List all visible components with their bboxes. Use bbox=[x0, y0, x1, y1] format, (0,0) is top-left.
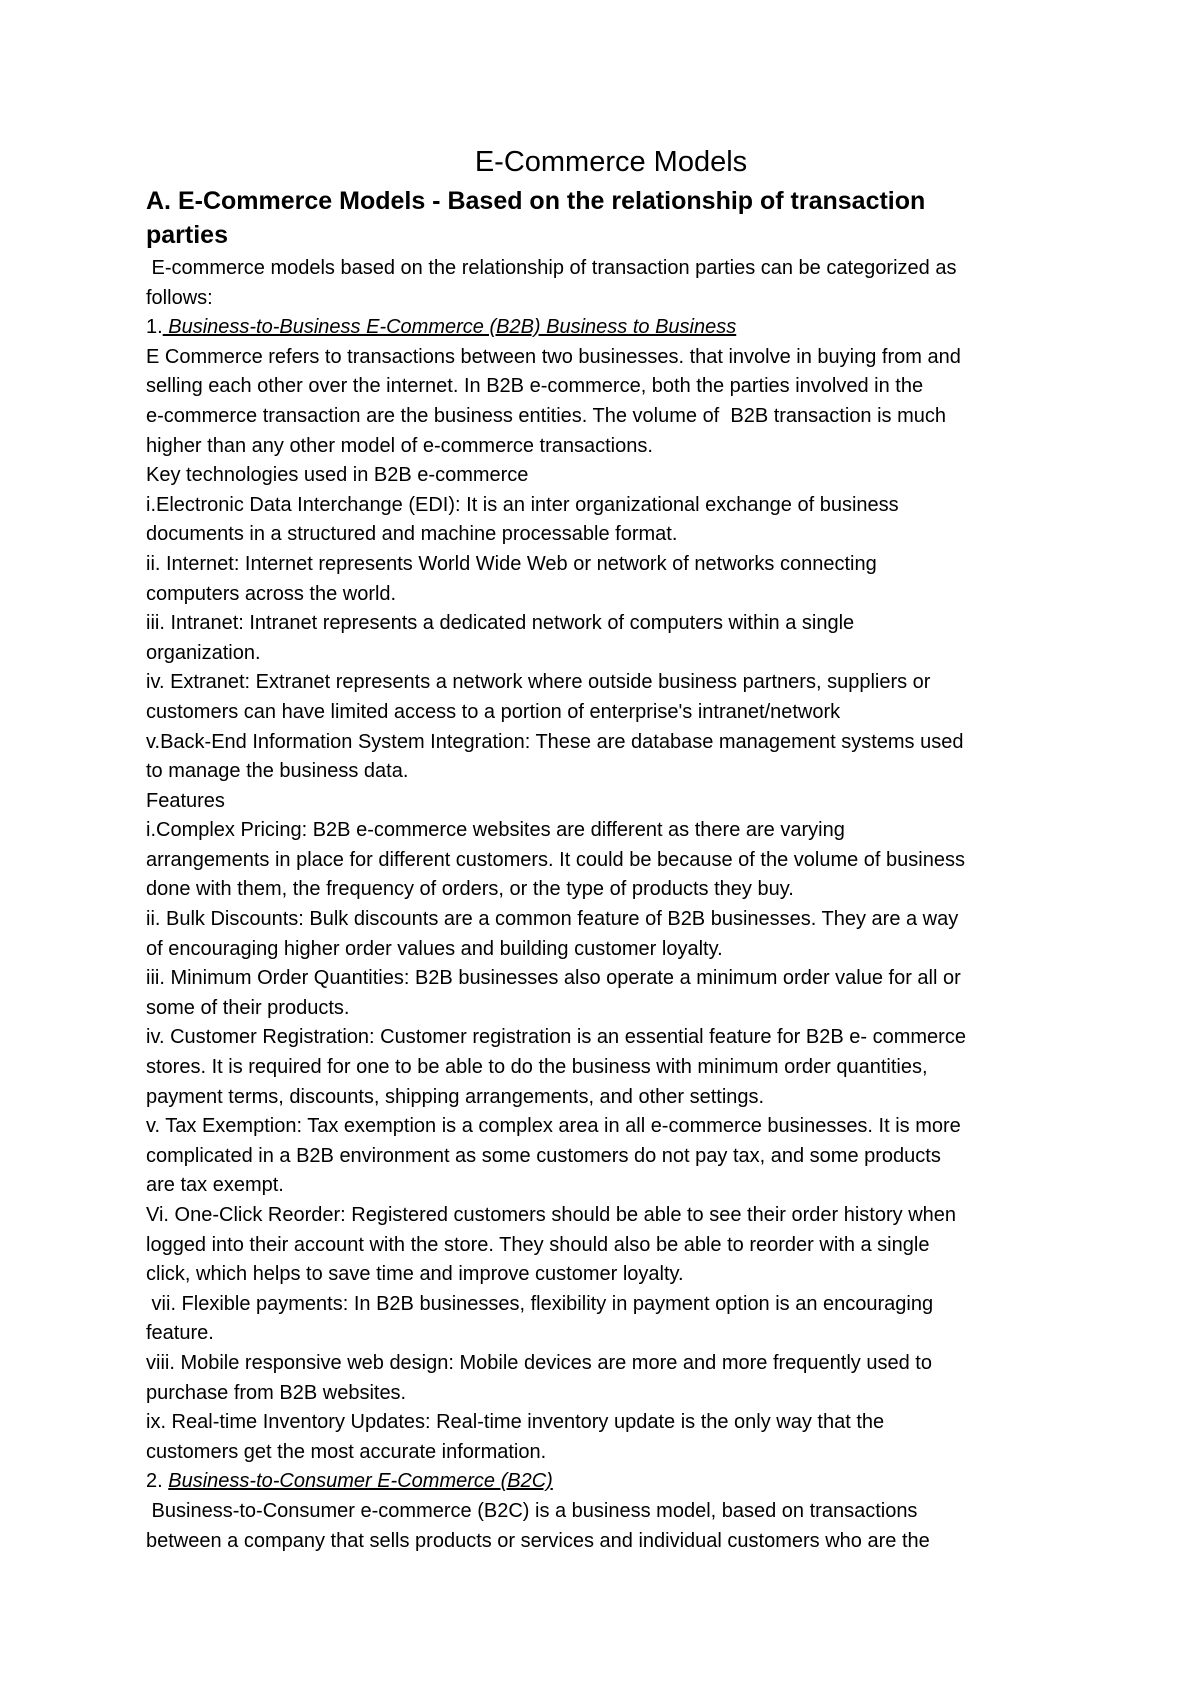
body-line: Key technologies used in B2B e-commerce bbox=[146, 464, 529, 487]
body-line: v. Tax Exemption: Tax exemption is a complex area in all e-commerce businesses. It is more bbox=[146, 1115, 961, 1138]
body-line: stores. It is required for one to be able to do the business with minimum order quantities, bbox=[146, 1056, 928, 1079]
body-line: iv. Customer Registration: Customer registration is an essential feature for B2B e- commerce bbox=[146, 1026, 966, 1049]
body-line: between a company that sells products or services and individual customers who are the bbox=[146, 1529, 930, 1552]
body-line: are tax exempt. bbox=[146, 1174, 284, 1197]
body-line: feature. bbox=[146, 1322, 214, 1345]
body-line: vii. Flexible payments: In B2B businesses, flexibility in payment option is an encouraging bbox=[146, 1292, 934, 1315]
body-line: iii. Minimum Order Quantities: B2B businesses also operate a minimum order value for all or bbox=[146, 967, 961, 990]
section-heading-line-1: A. E-Commerce Models - Based on the relationship of transaction bbox=[146, 187, 926, 215]
body-line: logged into their account with the store. They should also be able to reorder with a single bbox=[146, 1233, 930, 1256]
body-line: customers can have limited access to a portion of enterprise's intranet/network bbox=[146, 700, 841, 723]
body-line: ii. Bulk Discounts: Bulk discounts are a common feature of B2B businesses. They are a way bbox=[146, 908, 959, 931]
body-line: computers across the world. bbox=[146, 582, 397, 605]
list-number: 1. bbox=[146, 316, 163, 339]
body-line: complicated in a B2B environment as some customers do not pay tax, and some products bbox=[146, 1144, 941, 1167]
body-line: ii. Internet: Internet represents World Wide Web or network of networks connecting bbox=[146, 552, 877, 575]
body-line: documents in a structured and machine processable format. bbox=[146, 523, 678, 546]
body-line: E-commerce models based on the relationship of transaction parties can be categorized as bbox=[146, 257, 957, 279]
list-number: 2. bbox=[146, 1470, 169, 1493]
body-line: payment terms, discounts, shipping arrangements, and other settings. bbox=[146, 1085, 765, 1108]
body-line: click, which helps to save time and improve customer loyalty. bbox=[146, 1263, 684, 1286]
list-heading-1 bbox=[146, 313, 1076, 343]
body-line: follows: bbox=[146, 286, 213, 309]
body-line: ix. Real-time Inventory Updates: Real-time inventory update is the only way that the bbox=[146, 1411, 885, 1434]
body-line: some of their products. bbox=[146, 996, 350, 1019]
body-line: v.Back-End Information System Integration: These are database management systems used bbox=[146, 730, 964, 753]
body-line: E Commerce refers to transactions between two businesses. that involve in buying from and bbox=[146, 345, 961, 368]
body-line: iv. Extranet: Extranet represents a network where outside business partners, suppliers or bbox=[146, 671, 931, 694]
body-line: selling each other over the internet. In B2B e-commerce, both the parties involved in the bbox=[146, 375, 924, 398]
body-line: higher than any other model of e-commerce transactions. bbox=[146, 434, 653, 457]
body-line: Features bbox=[146, 789, 225, 812]
section-heading bbox=[146, 184, 1076, 252]
list-heading-text: Business-to-Consumer E-Commerce (B2C) bbox=[168, 1470, 553, 1493]
body-line: iii. Intranet: Intranet represents a dedicated network of computers within a single bbox=[146, 612, 855, 635]
body-line: e-commerce transaction are the business entities. The volume of B2B transaction is much bbox=[146, 404, 947, 427]
list-heading-text: Business-to-Business E-Commerce (B2B) Business to Business bbox=[162, 316, 737, 339]
body-line: of encouraging higher order values and building customer loyalty. bbox=[146, 937, 723, 960]
body-line: organization. bbox=[146, 641, 261, 664]
body-line: customers get the most accurate information. bbox=[146, 1440, 547, 1463]
document-body bbox=[146, 254, 1076, 1556]
body-line: Business-to-Consumer e-commerce (B2C) is a business model, based on transactions bbox=[146, 1499, 918, 1522]
list-heading-2 bbox=[146, 1467, 1076, 1497]
document-title: E-Commerce Models bbox=[474, 146, 748, 178]
body-line: purchase from B2B websites. bbox=[146, 1381, 407, 1404]
document-page bbox=[146, 140, 1076, 1556]
body-line: Vi. One-Click Reorder: Registered customers should be able to see their order history when bbox=[146, 1204, 957, 1226]
body-line: i.Electronic Data Interchange (EDI): It is an inter organizational exchange of business bbox=[146, 493, 899, 516]
section-heading-line-2: parties bbox=[146, 221, 228, 249]
body-line: done with them, the frequency of orders, or the type of products they buy. bbox=[146, 878, 794, 901]
body-line: to manage the business data. bbox=[146, 760, 409, 783]
body-line: viii. Mobile responsive web design: Mobile devices are more and more frequently used to bbox=[146, 1351, 932, 1374]
body-line: arrangements in place for different customers. It could be because of the volume of business bbox=[146, 848, 965, 871]
body-line: i.Complex Pricing: B2B e-commerce websites are different as there are varying bbox=[146, 819, 845, 842]
